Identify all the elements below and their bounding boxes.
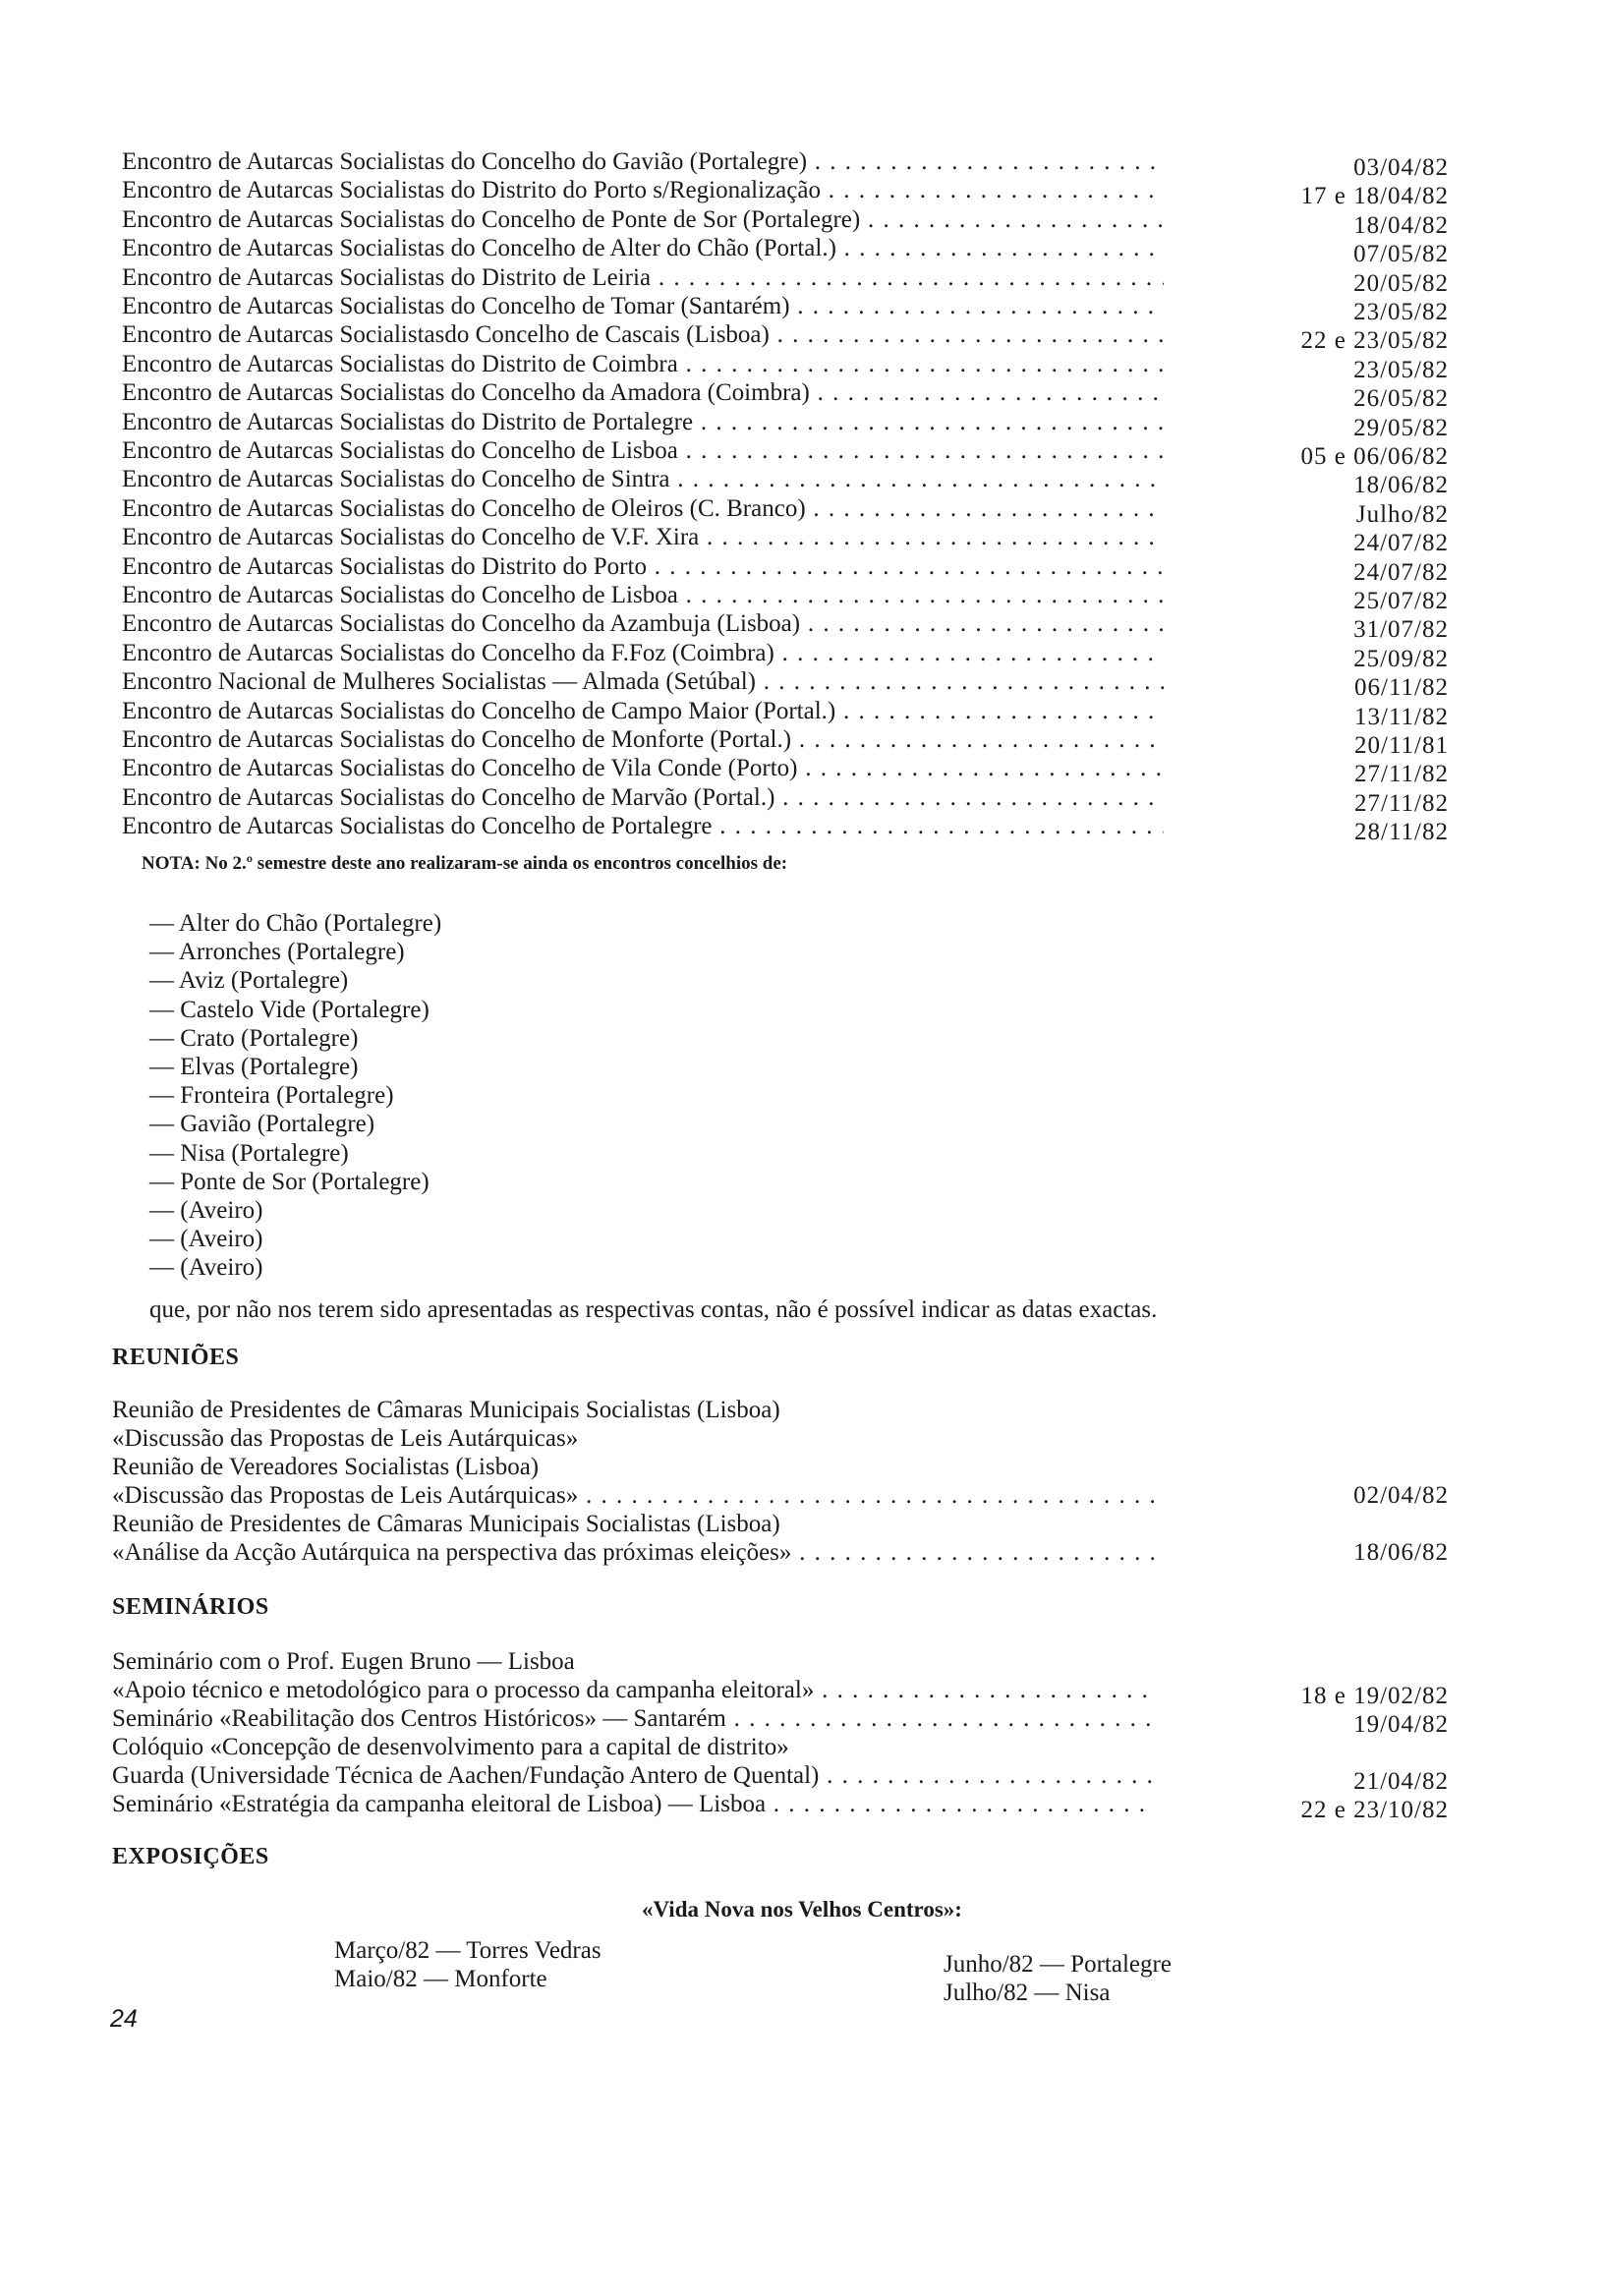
encontro-row [122, 639, 1449, 672]
concelhios-footer: que, por não nos terem sido apresentadas as respectivas contas, não é possível indicar as datas exactas. [149, 1296, 1158, 1323]
concelhio-item: — (Aveiro) [149, 1226, 263, 1253]
seminarios-row-3 [112, 1761, 1449, 1795]
encontro-label: Encontro de Autarcas Socialistas do Concelho de Tomar (Santarém) . . . [122, 292, 1164, 320]
concelhio-item: — Alter do Chão (Portalegre) [149, 910, 442, 937]
encontro-date: 05 e 06/06/82 [1300, 443, 1449, 470]
encontro-label: Encontro de Autarcas Socialistas do Concelho da F.Foz (Coimbra) . . . [122, 639, 1164, 667]
encontro-date: 23/05/82 [1353, 356, 1449, 383]
note-text: No 2.º semestre deste ano realizaram-se ainda os encontros concelhios de: [204, 853, 788, 874]
encontro-row [122, 147, 1449, 181]
encontro-label: Encontro de Autarcas Socialistas do Concelho do Gavião (Portalegre) . . . [122, 147, 1164, 176]
encontro-row [122, 292, 1449, 325]
seminarios-row-4 [112, 1790, 1449, 1823]
reunioes-heading: REUNIÕES [112, 1345, 240, 1370]
encontro-label: Encontro de Autarcas Socialistas do Distrito de Coimbra . . . [122, 350, 1164, 378]
seminarios-row-1 [112, 1676, 1449, 1709]
encontro-label: Encontro de Autarcas Socialistas do Concelho de V.F. Xira . . . [122, 523, 1164, 551]
encontro-label: Encontro de Autarcas Socialistas do Concelho de Oleiros (C. Branco) . . . [122, 494, 1164, 523]
seminarios-row-2-label: Seminário «Reabilitação dos Centros Históricos» — Santarém . . . [112, 1704, 1154, 1733]
encontro-row [122, 408, 1449, 441]
encontro-label: Encontro de Autarcas Socialistas do Concelho de Campo Maior (Portal.) . . . [122, 697, 1164, 725]
encontro-date: 27/11/82 [1354, 789, 1449, 817]
encontro-date: 07/05/82 [1353, 241, 1449, 268]
encontro-label: Encontro de Autarcas Socialistas do Distrito do Porto . . . [122, 552, 1164, 581]
concelhio-item: — Fronteira (Portalegre) [149, 1082, 394, 1110]
concelhio-item: — (Aveiro) [149, 1197, 263, 1224]
concelhio-item: — (Aveiro) [149, 1254, 263, 1282]
encontro-row [122, 176, 1449, 210]
encontro-date: 31/07/82 [1353, 616, 1449, 644]
seminarios-row-2-date: 19/04/82 [1353, 1711, 1449, 1738]
encontro-date: 26/05/82 [1353, 385, 1449, 413]
encontro-date: 20/05/82 [1353, 269, 1449, 297]
encontro-row [122, 378, 1449, 413]
reunioes-line-4: Reunião de Presidentes de Câmaras Municipais Socialistas (Lisboa) [112, 1511, 780, 1537]
encontro-date: 28/11/82 [1354, 819, 1449, 846]
encontro-date: 06/11/82 [1354, 674, 1449, 702]
encontro-label: Encontro de Autarcas Socialistas do Concelho de Monforte (Portal.) . . . [122, 725, 1164, 754]
note-label: NOTA: [142, 853, 200, 874]
encontro-row [122, 494, 1449, 528]
encontro-row [122, 783, 1449, 817]
exposicao-item: Junho/82 — Portalegre [944, 1951, 1172, 1978]
encontro-label: Encontro de Autarcas Socialistas do Distrito de Portalegre . . . [122, 408, 1164, 436]
seminarios-line-2: Colóquio «Concepção de desenvolvimento para a capital de distrito» [112, 1734, 789, 1760]
encontro-row [122, 754, 1449, 788]
encontro-date: 24/07/82 [1353, 558, 1449, 586]
encontro-date: 29/05/82 [1353, 414, 1449, 441]
encontro-row [122, 436, 1449, 470]
encontro-row [122, 523, 1449, 557]
encontro-row [122, 234, 1449, 268]
encontro-label: Encontro de Autarcas Socialistas do Concelho de Marvão (Portal.) . . . [122, 783, 1164, 812]
encontro-row [122, 697, 1449, 730]
encontro-row [122, 465, 1449, 499]
reunioes-row-1-label: «Discussão das Propostas de Leis Autárquicas» . . . [112, 1481, 1154, 1510]
note [142, 853, 787, 875]
encontro-row [122, 552, 1449, 586]
encontro-row [122, 350, 1449, 383]
encontro-label: Encontro de Autarcas Socialistas do Distrito de Leiria . . . [122, 263, 1164, 292]
concelhio-item: — Ponte de Sor (Portalegre) [149, 1168, 430, 1195]
reunioes-row-1-date: 02/04/82 [1353, 1482, 1449, 1509]
encontro-row [122, 320, 1449, 355]
encontro-date: 03/04/82 [1353, 154, 1449, 181]
encontro-date: Julho/82 [1355, 500, 1449, 528]
encontro-date: 18/06/82 [1353, 472, 1449, 499]
encontro-label: Encontro de Autarcas Socialistas do Concelho de Lisboa . . . [122, 436, 1164, 465]
encontro-date: 13/11/82 [1354, 703, 1449, 730]
seminarios-row-1-label: «Apoio técnico e metodológico para o processo da campanha eleitoral» . . . [112, 1676, 1154, 1704]
concelhio-item: — Gavião (Portalegre) [149, 1111, 375, 1138]
encontro-row [122, 581, 1449, 614]
encontro-row [122, 812, 1449, 846]
reunioes-line-3: Reunião de Vereadores Socialistas (Lisboa) [112, 1454, 540, 1480]
encontro-label: Encontro de Autarcas Socialistas do Concelho de Ponte de Sor (Portalegre) . . . [122, 205, 1164, 234]
seminarios-row-3-label: Guarda (Universidade Técnica de Aachen/Fundação Antero de Quental) . . . [112, 1761, 1154, 1790]
encontro-row [122, 263, 1449, 297]
encontro-row [122, 609, 1449, 644]
reunioes-line-1: Reunião de Presidentes de Câmaras Municipais Socialistas (Lisboa) [112, 1397, 780, 1423]
page-number: 24 [110, 2005, 138, 2033]
exposicao-item: Maio/82 — Monforte [334, 1966, 547, 1992]
encontro-date: 23/05/82 [1353, 299, 1449, 325]
concelhio-item: — Arronches (Portalegre) [149, 939, 405, 966]
encontro-label: Encontro Nacional de Mulheres Socialistas — Almada (Setúbal) . . . [122, 667, 1164, 696]
seminarios-row-3-date: 21/04/82 [1353, 1768, 1449, 1795]
seminarios-row-1-date: 18 e 19/02/82 [1300, 1683, 1449, 1709]
exposicoes-title: «Vida Nova nos Velhos Centros»: [642, 1897, 962, 1922]
encontro-row [122, 667, 1449, 702]
exposicao-item: Julho/82 — Nisa [944, 1980, 1111, 2006]
encontro-label: Encontro de Autarcas Socialistas do Distrito do Porto s/Regionalização . . . [122, 176, 1164, 204]
seminarios-row-4-label: Seminário «Estratégia da campanha eleitoral de Lisboa) — Lisboa . . . [112, 1790, 1154, 1818]
encontro-date: 18/04/82 [1353, 211, 1449, 239]
encontro-label: Encontro de Autarcas Socialistas do Concelho de Lisboa . . . [122, 581, 1164, 609]
concelhio-item: — Nisa (Portalegre) [149, 1139, 349, 1167]
encontro-label: Encontro de Autarcas Socialistas do Concelho de Alter do Chão (Portal.) . . . [122, 234, 1164, 262]
seminarios-row-4-date: 22 e 23/10/82 [1300, 1797, 1449, 1823]
encontro-date: 22 e 23/05/82 [1300, 327, 1449, 355]
encontro-row [122, 725, 1449, 759]
encontro-label: Encontro de Autarcas Socialistas do Concelho de Portalegre . . . [122, 812, 1164, 840]
encontro-label: Encontro de Autarcas Socialistas do Concelho de Vila Conde (Porto) . . . [122, 754, 1164, 782]
encontro-date: 17 e 18/04/82 [1300, 183, 1449, 210]
encontro-date: 25/09/82 [1353, 645, 1449, 672]
encontro-date: 20/11/81 [1354, 732, 1449, 759]
seminarios-row-2 [112, 1704, 1449, 1738]
encontro-label: Encontro de Autarcas Socialistas do Concelho da Azambuja (Lisboa) . . . [122, 609, 1164, 638]
concelhio-item: — Castelo Vide (Portalegre) [149, 996, 430, 1023]
encontro-date: 27/11/82 [1354, 761, 1449, 788]
concelhio-item: — Crato (Portalegre) [149, 1024, 359, 1052]
reunioes-row-2 [112, 1538, 1449, 1567]
reunioes-row-1 [112, 1481, 1449, 1510]
exposicoes-heading: EXPOSIÇÕES [112, 1844, 269, 1869]
encontro-label: Encontro de Autarcas Socialistasdo Concelho de Cascais (Lisboa) . . . [122, 320, 1164, 349]
seminarios-heading: SEMINÁRIOS [112, 1594, 269, 1620]
seminarios-line-1: Seminário com o Prof. Eugen Bruno — Lisboa [112, 1648, 575, 1675]
concelhio-item: — Aviz (Portalegre) [149, 967, 349, 995]
concelhio-item: — Elvas (Portalegre) [149, 1054, 359, 1080]
reunioes-row-2-date: 18/06/82 [1353, 1539, 1449, 1566]
encontro-date: 24/07/82 [1353, 530, 1449, 557]
encontro-label: Encontro de Autarcas Socialistas do Concelho da Amadora (Coimbra) . . . [122, 378, 1164, 407]
encontro-date: 25/07/82 [1353, 588, 1449, 614]
exposicao-item: Março/82 — Torres Vedras [334, 1937, 602, 1964]
reunioes-row-2-label: «Análise da Acção Autárquica na perspectiva das próximas eleições» . . . [112, 1538, 1154, 1567]
reunioes-line-2: «Discussão das Propostas de Leis Autárquicas» [112, 1425, 579, 1452]
encontro-row [122, 205, 1449, 239]
encontro-label: Encontro de Autarcas Socialistas do Concelho de Sintra . . . [122, 465, 1164, 493]
